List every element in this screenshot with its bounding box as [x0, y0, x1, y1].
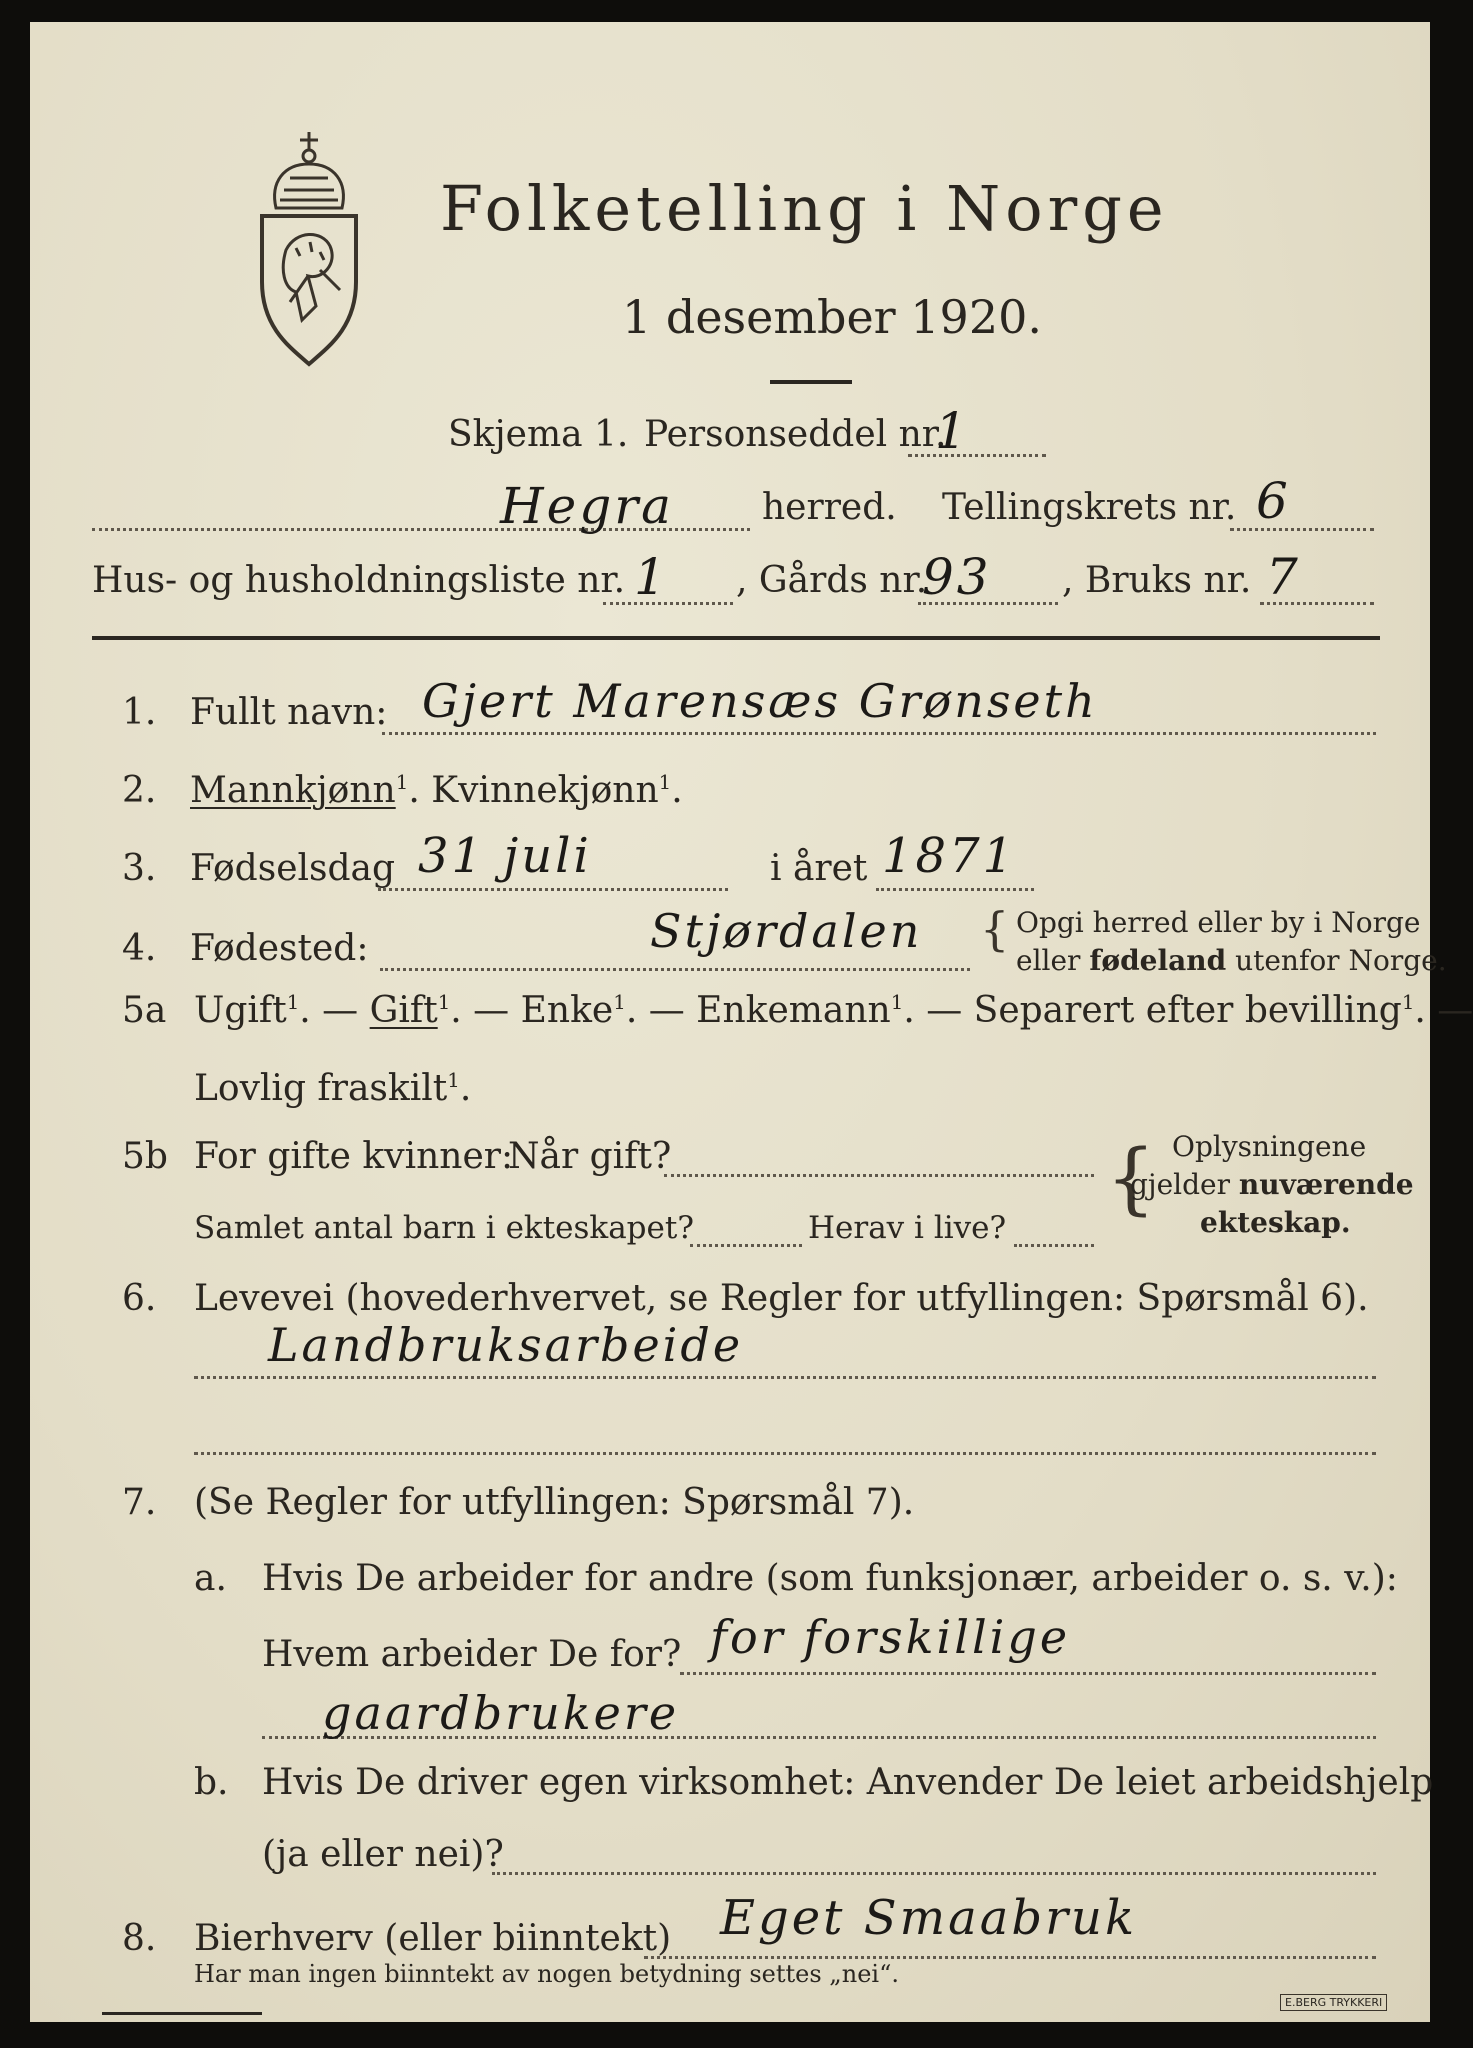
ugift-option[interactable]: Ugift [194, 990, 287, 1031]
census-form [30, 22, 1473, 2022]
naar-gift-label: Når gift? [508, 1136, 672, 1177]
personseddel-value[interactable]: 1 [935, 402, 970, 460]
gift-option[interactable]: Gift [369, 990, 438, 1031]
census-date: 1 desember 1920. [622, 290, 1042, 344]
gaards-value[interactable]: 93 [922, 548, 992, 606]
q6-number: 6. [122, 1278, 157, 1319]
live-label: Herav i live? [808, 1210, 1007, 1246]
q8-line [644, 1956, 1376, 1959]
q4-label: Fødested: [190, 928, 369, 969]
bruks-label: , Bruks nr. [1062, 560, 1252, 601]
birthplace-line [380, 968, 970, 971]
birthplace-value[interactable]: Stjørdalen [650, 904, 923, 958]
coat-of-arms-icon [250, 130, 368, 370]
q4-note-2: eller fødeland utenfor Norge. [1016, 944, 1447, 977]
q7b-label: Hvis De driver egen virksomhet: Anvender De leiet arbeidshjelp [262, 1762, 1434, 1803]
q4-brace: { [980, 902, 1010, 956]
personseddel-line [908, 454, 1046, 457]
q7b-number: b. [194, 1762, 229, 1803]
personseddel-label: Personseddel nr. [644, 414, 947, 455]
q7a-line-1 [680, 1672, 1376, 1675]
q3-number: 3. [122, 848, 157, 889]
marital-status-options: Ugift$^1$. — Gift$^1$. — Enke$^1$. — Enkemann$^1$. — Separert efter bevilling$^1$. — [194, 990, 1473, 1031]
barn-line[interactable] [690, 1244, 802, 1247]
q8-number: 8. [122, 1918, 157, 1959]
husliste-value[interactable]: 1 [634, 548, 669, 606]
female-option[interactable]: Kvinnekjønn [431, 770, 659, 811]
q5b-brace: { [1106, 1134, 1156, 1224]
q6-line-1 [194, 1376, 1376, 1379]
side-income-value[interactable]: Eget Smaabruk [720, 1890, 1138, 1946]
full-name-value[interactable]: Gjert Marensæs Grønseth [422, 674, 1098, 728]
printer-mark: E.BERG TRYKKERI [1280, 1994, 1387, 2011]
enke-option[interactable]: Enke [520, 990, 614, 1031]
herred-value[interactable]: Hegra [500, 477, 674, 535]
q3-label: Fødselsdag [190, 848, 396, 889]
q7b-line[interactable] [492, 1872, 1376, 1875]
q5b-note-3: ekteskap. [1200, 1206, 1351, 1239]
q1-label: Fullt navn: [190, 692, 388, 733]
title-divider [770, 380, 852, 384]
q6-label: Levevei (hovederhvervet, se Regler for utfyllingen: Spørsmål 6). [194, 1278, 1369, 1319]
gaards-label: , Gårds nr. [736, 560, 928, 601]
q7-number: 7. [122, 1482, 157, 1523]
employer-value-2[interactable]: gaardbrukere [322, 1686, 680, 1740]
herred-label: herred. [762, 487, 897, 528]
q1-number: 1. [122, 692, 157, 733]
tellingskrets-label: Tellingskrets nr. [942, 487, 1237, 528]
header-rule [92, 636, 1380, 640]
live-line[interactable] [1014, 1244, 1094, 1247]
tellingskrets-value[interactable]: 6 [1256, 472, 1291, 530]
husliste-label: Hus- og husholdningsliste nr. [92, 560, 626, 601]
q1-line [382, 732, 1376, 735]
fraskilt-option[interactable]: Lovlig fraskilt [194, 1068, 448, 1109]
q2-options: Mannkjønn$^1$. Kvinnekjønn$^1$. [190, 770, 683, 811]
bruks-value[interactable]: 7 [1266, 548, 1301, 606]
birthday-line [378, 888, 728, 891]
enkemann-option[interactable]: Enkemann [696, 990, 891, 1031]
q5a-number: 5a [122, 990, 167, 1031]
footer-note: Har man ingen biinntekt av nogen betydning settes „nei“. [194, 1960, 899, 1988]
barn-label: Samlet antal barn i ekteskapet? [194, 1210, 694, 1246]
q4-note-1: Opgi herred eller by i Norge [1016, 906, 1421, 939]
employer-value-1[interactable]: for forskillige [710, 1610, 1071, 1664]
separert-option[interactable]: Separert efter bevilling [973, 990, 1402, 1031]
fraskilt-row: Lovlig fraskilt$^1$. [194, 1068, 472, 1109]
schema-label: Skjema 1. [448, 414, 629, 455]
birthday-value[interactable]: 31 juli [418, 828, 592, 884]
q7b-question: (ja eller nei)? [262, 1834, 504, 1875]
form-title: Folketelling i Norge [440, 172, 1169, 245]
q4-number: 4. [122, 928, 157, 969]
q2-number: 2. [122, 770, 157, 811]
occupation-value[interactable]: Landbruksarbeide [268, 1318, 744, 1372]
q7a-label: Hvis De arbeider for andre (som funksjonær, arbeider o. s. v.): [262, 1558, 1398, 1599]
q5b-note-2: gjelder nuværende [1130, 1168, 1414, 1201]
q5b-note-1: Oplysningene [1172, 1130, 1367, 1163]
male-option[interactable]: Mannkjønn [190, 770, 396, 811]
q8-label: Bierhverv (eller biinntekt) [194, 1918, 672, 1959]
year-line [876, 888, 1034, 891]
q6-line-2[interactable] [194, 1452, 1376, 1455]
q7a-number: a. [194, 1558, 227, 1599]
q5b-number: 5b [122, 1136, 168, 1177]
year-label: i året [770, 848, 868, 889]
naar-gift-line[interactable] [664, 1174, 1094, 1177]
q7a-question: Hvem arbeider De for? [262, 1634, 682, 1675]
tellingskrets-line [1230, 528, 1374, 531]
q5b-label: For gifte kvinner: [194, 1136, 514, 1177]
q7-label: (Se Regler for utfyllingen: Spørsmål 7). [194, 1482, 915, 1523]
birth-year-value[interactable]: 1871 [882, 828, 1017, 884]
